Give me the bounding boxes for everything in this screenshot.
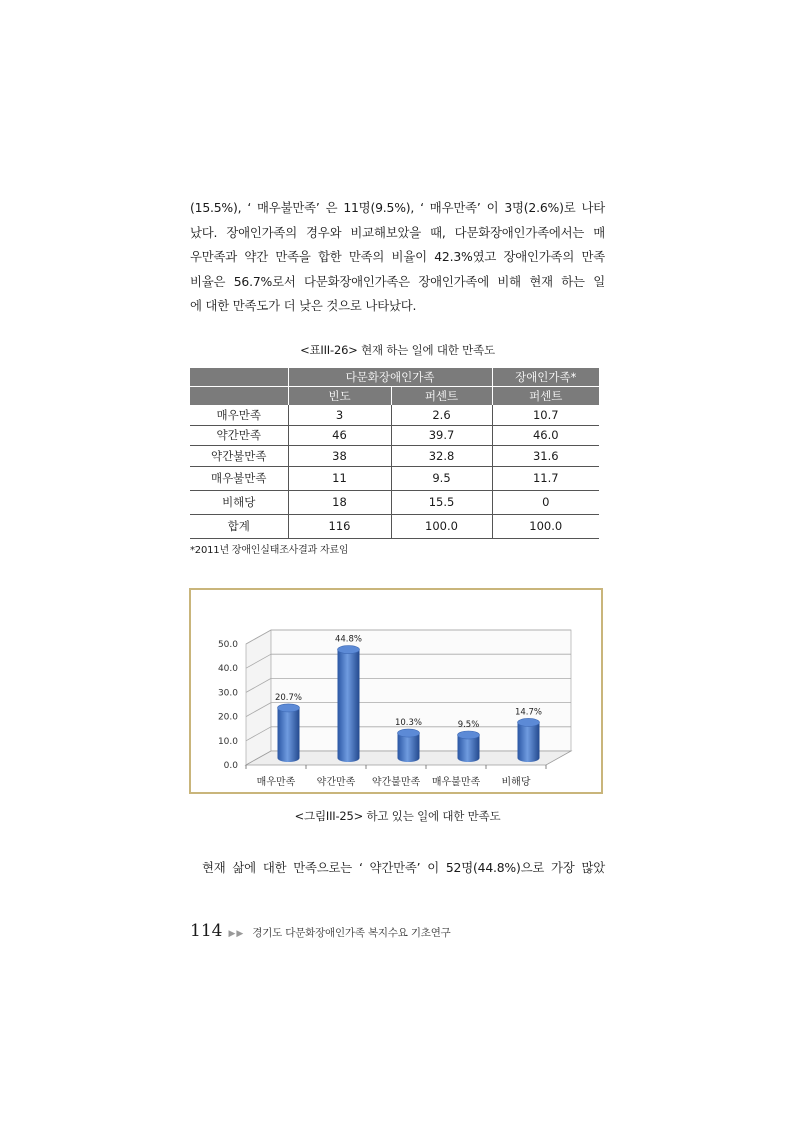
y-tick-label: 20.0 [217, 712, 238, 723]
paragraph-line: 났다. 장애인가족의 경우와 비교해보았을 때, 다문화장애인가족에서는 매 [190, 224, 605, 240]
satisfaction-table [190, 368, 599, 539]
table-header-blank [190, 368, 288, 387]
chart-bar [398, 729, 420, 762]
table-cell: 합계 [190, 514, 288, 538]
footer-title: 경기도 다문화장애인가족 복지수요 기초연구 [252, 927, 451, 939]
arrow-icon: ▶▶ [228, 929, 245, 939]
chart-bar-top [278, 704, 300, 712]
table-row [190, 405, 599, 425]
chart-bar [338, 646, 360, 762]
chart-bar-body [278, 708, 300, 762]
y-tick-label: 0.0 [223, 761, 238, 771]
paragraph-line: 에 대한 만족도가 더 낮은 것으로 나타났다. [190, 298, 417, 313]
table-subheader: 퍼센트 [492, 387, 599, 406]
table-cell: 매우불만족 [190, 466, 288, 490]
chart-figure [189, 588, 603, 794]
table-cell: 비해당 [190, 490, 288, 514]
data-label: 9.5% [457, 720, 480, 731]
table-cell: 11 [288, 466, 391, 490]
table-cell: 2.6 [391, 405, 492, 425]
table-row [190, 490, 599, 514]
data-label: 10.3% [394, 718, 423, 729]
chart-bar-body [398, 733, 420, 762]
chart-bar-top [518, 718, 540, 726]
figure-caption: <그림III-25> 하고 있는 일에 대한 만족도 [294, 809, 501, 823]
table-cell: 100.0 [492, 514, 599, 538]
x-tick-label: 약간만족 [316, 777, 356, 788]
table-group-header: 장애인가족* [492, 368, 599, 387]
x-tick-label: 비해당 [501, 777, 531, 788]
y-tick-label: 10.0 [217, 736, 238, 747]
data-label: 44.8% [334, 634, 363, 645]
table-group-header: 다문화장애인가족 [288, 368, 492, 387]
table-cell: 3 [288, 405, 391, 425]
table-cell: 약간만족 [190, 425, 288, 446]
chart-bar [278, 704, 300, 762]
chart-bar [458, 731, 480, 762]
data-label: 20.7% [274, 692, 303, 703]
data-label: 14.7% [514, 707, 543, 718]
table-cell: 매우만족 [190, 405, 288, 425]
x-tick-label: 매우만족 [256, 777, 296, 788]
table-cell: 15.5 [391, 490, 492, 514]
table-header-row [190, 368, 599, 387]
table-cell: 46.0 [492, 425, 599, 446]
chart-side-wall [246, 630, 271, 765]
table-cell: 116 [288, 514, 391, 538]
chart-bar-top [338, 646, 360, 654]
x-tick-label: 매우불만족 [431, 777, 481, 788]
table-cell: 18 [288, 490, 391, 514]
paragraph-line: 비율은 56.7%로서 다문화장애인가족은 장애인가족에 비해 현재 하는 일 [190, 273, 605, 289]
table-cell: 46 [288, 425, 391, 446]
table-row [190, 466, 599, 490]
page-number: 114 [190, 921, 223, 941]
chart-bar-body [518, 722, 540, 762]
bar-chart [191, 590, 601, 792]
table-cell: 9.5 [391, 466, 492, 490]
body-paragraph-top [190, 196, 605, 319]
table-cell: 0 [492, 490, 599, 514]
page-footer [190, 921, 451, 941]
table-row [190, 514, 599, 538]
table-row [190, 425, 599, 446]
table-cell: 32.8 [391, 446, 492, 467]
table-subheader: 빈도 [288, 387, 391, 406]
body-paragraph-bottom [202, 856, 605, 881]
chart-bar-body [338, 650, 360, 762]
table-footnote: *2011년 장애인실태조사결과 자료임 [190, 545, 349, 556]
table-cell: 11.7 [492, 466, 599, 490]
paragraph-line: 현재 삶에 대한 만족으로는 ‘ 약간만족’ 이 52명(44.8%)으로 가장 많았 [202, 860, 605, 875]
table-row [190, 446, 599, 467]
table-caption: <표III-26> 현재 하는 일에 대한 만족도 [300, 343, 495, 357]
chart-bar [518, 718, 540, 762]
table-cell: 31.6 [492, 446, 599, 467]
table-subheader: 퍼센트 [391, 387, 492, 406]
table-cell: 39.7 [391, 425, 492, 446]
table-cell: 10.7 [492, 405, 599, 425]
paragraph-line: (15.5%), ‘ 매우불만족’ 은 11명(9.5%), ‘ 매우만족’ 이 3명(2.6%)로 나타 [190, 200, 605, 215]
y-tick-label: 40.0 [217, 664, 238, 675]
chart-bar-top [398, 729, 420, 737]
table-cell: 약간불만족 [190, 446, 288, 467]
table-cell: 100.0 [391, 514, 492, 538]
chart-bar-top [458, 731, 480, 739]
table-cell: 38 [288, 446, 391, 467]
paragraph-line: 우만족과 약간 만족을 합한 만족의 비율이 42.3%였고 장애인가족의 만족 [190, 249, 605, 264]
y-tick-label: 50.0 [217, 640, 238, 650]
table-header-blank [190, 387, 288, 406]
table-subheader-row [190, 387, 599, 406]
x-tick-label: 약간불만족 [371, 777, 421, 788]
y-tick-label: 30.0 [217, 688, 238, 699]
